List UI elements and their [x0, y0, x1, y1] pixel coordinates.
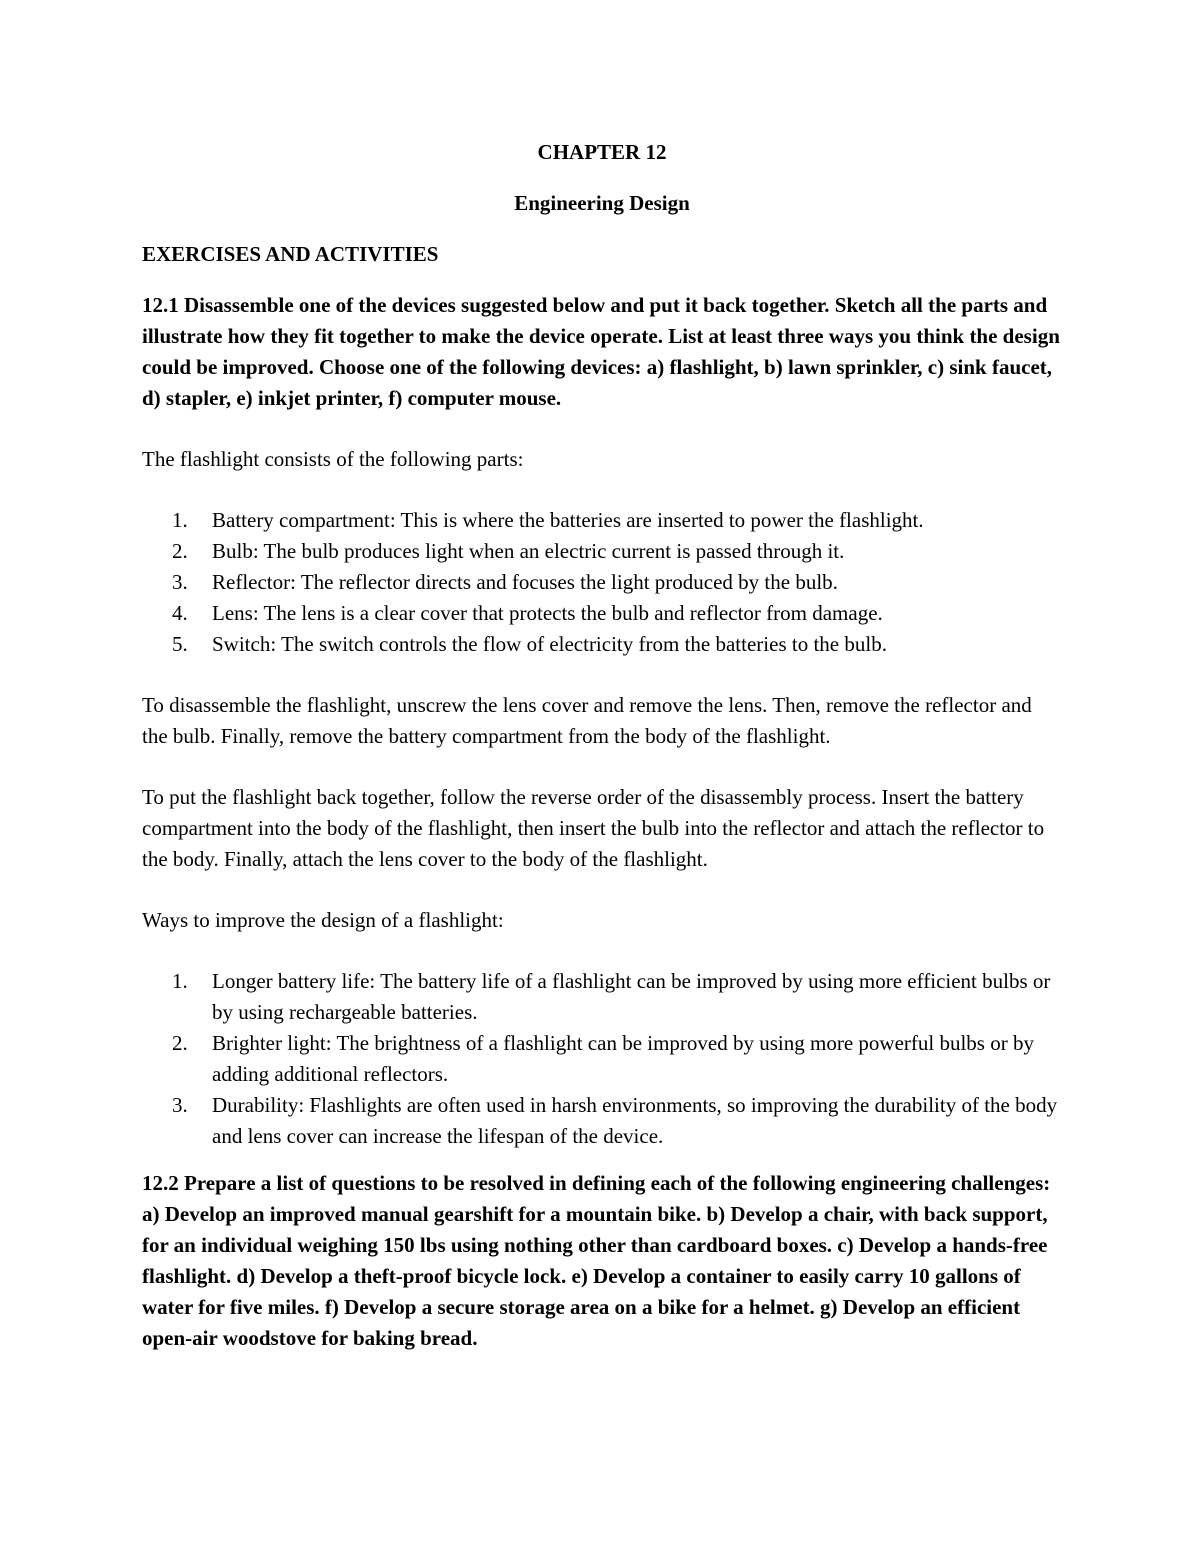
list-item: [142, 536, 1062, 567]
list-item-text: Switch: The switch controls the flow of electricity from the batteries to the bulb.: [212, 632, 887, 656]
list-item: [142, 1028, 1062, 1090]
improvements-list: [142, 966, 1062, 1152]
list-number: 3.: [172, 1093, 188, 1117]
reassemble-paragraph: To put the flashlight back together, follow the reverse order of the disassembly process. Insert the battery compartment into the body of the flashlight, then insert the bulb into the reflector and attach the reflector to the body. Finally, attach the lens cover to the body of the flashlight.: [142, 785, 1045, 871]
improve-intro: Ways to improve the design of a flashlight:: [142, 908, 504, 932]
list-item-text: Battery compartment: This is where the batteries are inserted to power the flashlight.: [212, 508, 924, 532]
parts-list: [142, 505, 1062, 660]
list-item-text: Reflector: The reflector directs and focuses the light produced by the bulb.: [212, 570, 838, 594]
list-number: 5.: [172, 632, 188, 656]
list-item: [142, 598, 1062, 629]
disassemble-paragraph: To disassemble the flashlight, unscrew the lens cover and remove the lens. Then, remove the reflector and the bulb. Finally, remove the battery compartment from the body of the flashlight.: [142, 693, 1032, 748]
list-item: [142, 629, 1062, 660]
chapter-title: CHAPTER 12: [537, 140, 667, 164]
list-number: 1.: [172, 508, 188, 532]
list-item-text: Bulb: The bulb produces light when an electric current is passed through it.: [212, 539, 845, 563]
list-number: 2.: [172, 1031, 188, 1055]
list-number: 1.: [172, 969, 188, 993]
list-item-text: Durability: Flashlights are often used in harsh environments, so improving the durability of the body and lens cover can increase the lifespan of the device.: [212, 1093, 1058, 1148]
list-item-text: Longer battery life: The battery life of a flashlight can be improved by using more efficient bulbs or by using rechargeable batteries.: [212, 969, 1051, 1024]
list-item: [142, 1090, 1062, 1152]
section-heading: EXERCISES AND ACTIVITIES: [142, 242, 439, 266]
parts-intro: The flashlight consists of the following parts:: [142, 447, 524, 471]
list-number: 2.: [172, 539, 188, 563]
chapter-subtitle: Engineering Design: [514, 191, 690, 215]
list-item-text: Brighter light: The brightness of a flashlight can be improved by using more powerful bulbs or by adding additional reflectors.: [212, 1031, 1034, 1086]
list-number: 4.: [172, 601, 188, 625]
list-item: [142, 966, 1062, 1028]
list-item: [142, 505, 1062, 536]
list-item-text: Lens: The lens is a clear cover that protects the bulb and reflector from damage.: [212, 601, 883, 625]
exercise-12-2: 12.2 Prepare a list of questions to be resolved in defining each of the following engineering challenges: a) Develop an improved manual gearshift for a mountain bike. b) Develop a chair, with back support, for an individual weighing 150 lbs using nothing other than cardboard boxes. c) Develop a hands-free flashlight. d) Develop a theft-proof bicycle lock. e) Develop a container to easily carry 10 gallons of water for five miles. f) Develop a secure storage area on a bike for a helmet. g) Develop an efficient open-air woodstove for baking bread.: [142, 1171, 1051, 1350]
list-item: [142, 567, 1062, 598]
exercise-12-1: 12.1 Disassemble one of the devices suggested below and put it back together. Sketch all the parts and illustrate how they fit together to make the device operate. List at least three ways you think the design could be improved. Choose one of the following devices: a) flashlight, b) lawn sprinkler, c) sink faucet, d) stapler, e) inkjet printer, f) computer mouse.: [142, 293, 1060, 410]
list-number: 3.: [172, 570, 188, 594]
document-page: [142, 137, 1062, 1354]
